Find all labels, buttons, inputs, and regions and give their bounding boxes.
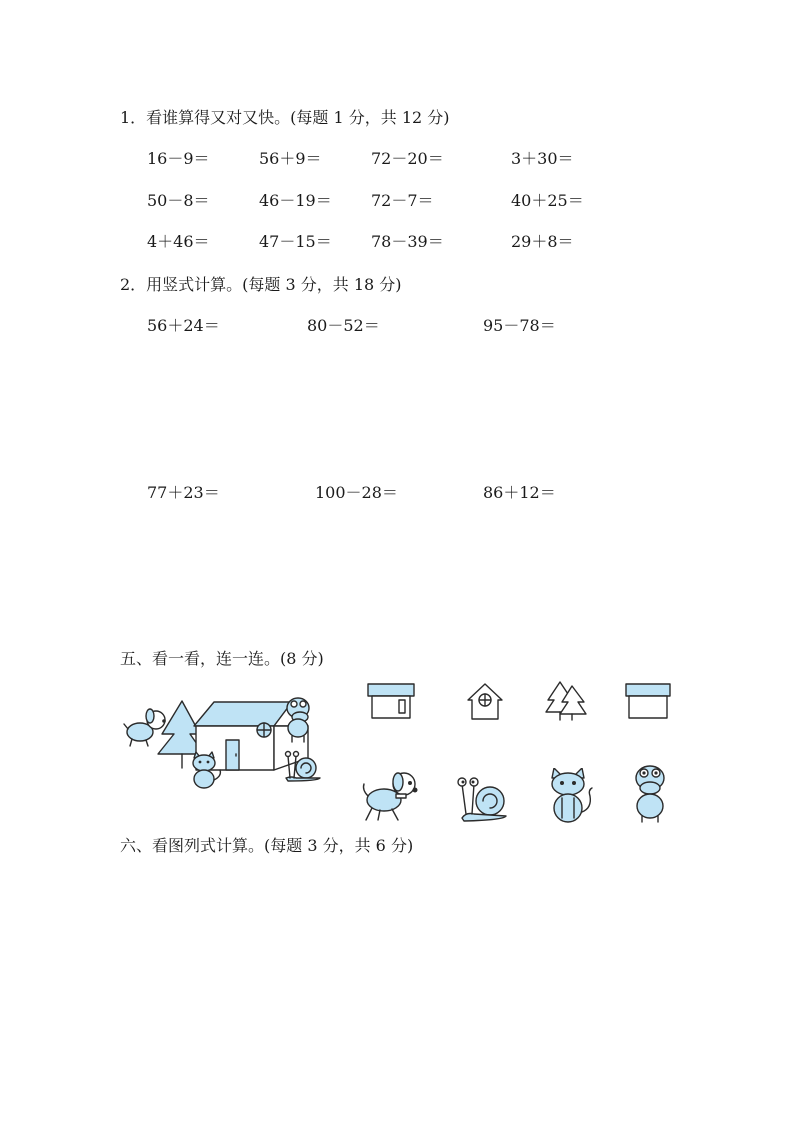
- tree-view-icon: [544, 680, 588, 722]
- equation: 47－15＝: [259, 232, 332, 251]
- equation: 3＋30＝: [511, 149, 574, 168]
- equation: 16－9＝: [147, 149, 210, 168]
- equation: 50－8＝: [147, 191, 210, 210]
- dog-icon: [124, 709, 166, 746]
- equation: 4＋46＝: [147, 232, 210, 251]
- equation: 77＋23＝: [147, 483, 220, 502]
- equation: 78－39＝: [371, 232, 444, 251]
- snail-icon: [456, 774, 508, 824]
- equation: 95－78＝: [483, 316, 556, 335]
- dog-icon: [358, 768, 422, 824]
- equation: 72－7＝: [371, 191, 434, 210]
- cat-icon: [544, 768, 596, 824]
- top-view-icon: [464, 682, 506, 722]
- scene-illustration: [122, 686, 332, 791]
- section-2-title: 2．用竖式计算。(每题 3 分，共 18 分): [120, 275, 402, 294]
- equation: 86＋12＝: [483, 483, 556, 502]
- equation: 80－52＝: [307, 316, 380, 335]
- equation: 100－28＝: [315, 483, 398, 502]
- equation: 40＋25＝: [511, 191, 584, 210]
- hippo-icon: [630, 764, 670, 824]
- side-view-icon: [624, 681, 672, 721]
- equation: 56＋24＝: [147, 316, 220, 335]
- equation: 56＋9＝: [259, 149, 322, 168]
- equation: 72－20＝: [371, 149, 444, 168]
- section-5-title: 五、看一看，连一连。(8 分): [120, 649, 324, 668]
- front-view-icon: [366, 681, 416, 721]
- section-6-title: 六、看图列式计算。(每题 3 分，共 6 分): [120, 836, 414, 855]
- section-1-title: 1．看谁算得又对又快。(每题 1 分，共 12 分): [120, 108, 450, 127]
- equation: 29＋8＝: [511, 232, 574, 251]
- equation: 46－19＝: [259, 191, 332, 210]
